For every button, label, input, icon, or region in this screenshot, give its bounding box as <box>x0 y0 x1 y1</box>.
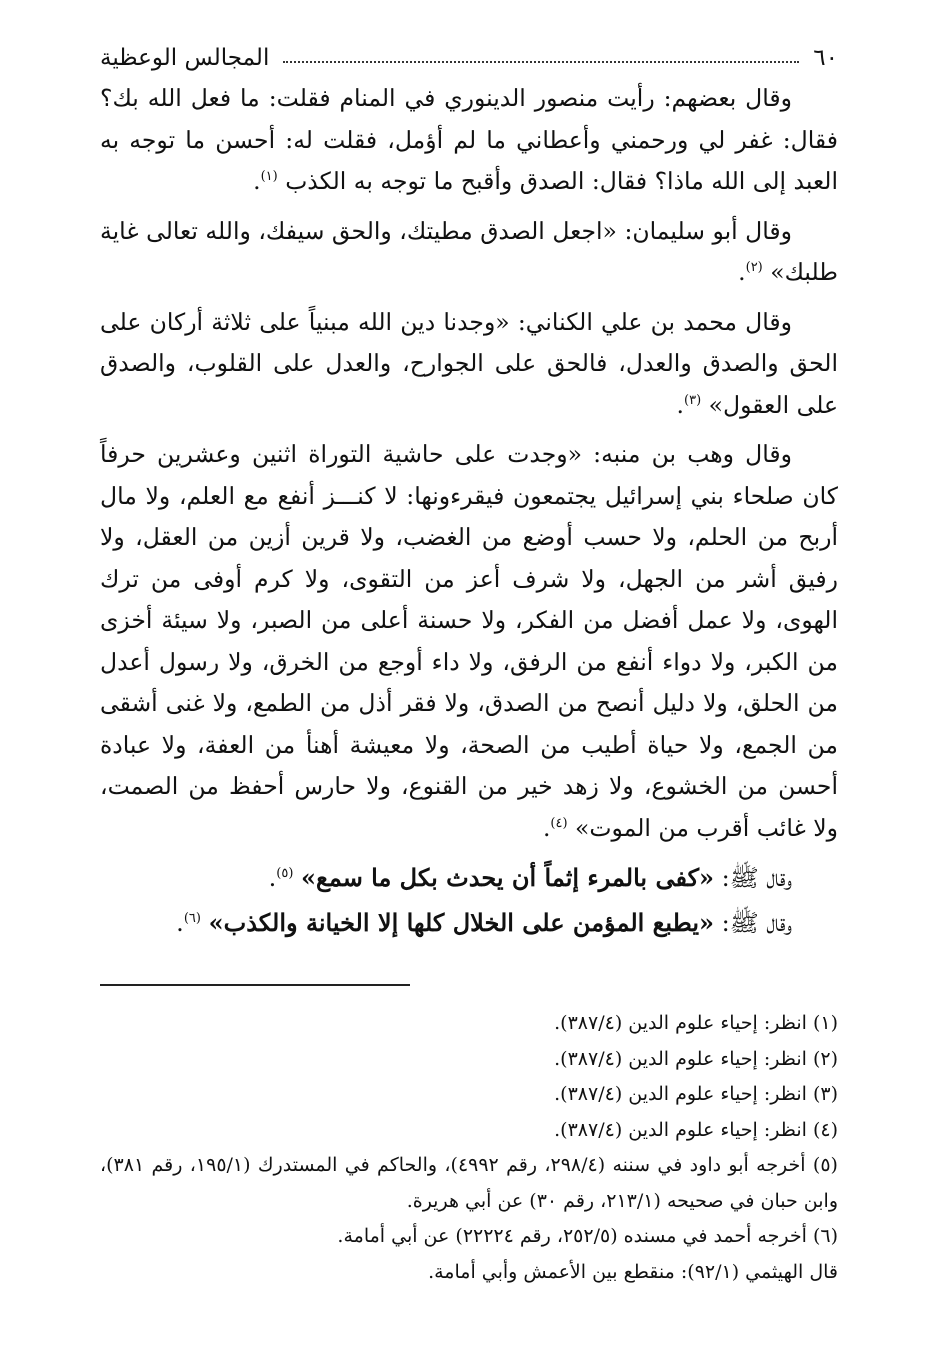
footnote: (٣) انظر: إحياء علوم الدين (٣٨٧/٤). <box>554 1083 838 1105</box>
hadith-text: «يطبع المؤمن على الخلال كلها إلا الخيانة والكذب» <box>208 907 715 937</box>
hadith-intro: وقال ﷺ: <box>714 908 792 937</box>
running-title: المجالس الوعظية <box>100 45 270 71</box>
hadith-line: وقال ﷺ: «كفى بالمرء إثماً أن يحدث بكل ما سمع» $^{(٥)}$. <box>268 863 792 892</box>
footnote: (٢) انظر: إحياء علوم الدين (٣٨٧/٤). <box>554 1047 838 1070</box>
paragraph-text: وقال بعضهم: رأيت منصور الدينوري في المنام فقلت: ما فعل الله بك؟ فقال: غفر لي ورحمني وأعطاني ما لم أؤمل، فقلت له: أحسن ما توجه به العبد إلى الله ماذا؟ فقال: الصدق وأقبح ما توجه به الكذب <box>100 84 838 195</box>
footnote-marker: (٤) <box>550 815 568 831</box>
footnote: (٦) أخرجه أحمد في مسنده (٢٥٢/٥، رقم ٢٢٢٢٤) عن أبي أمامة. <box>337 1225 838 1247</box>
footnotes <box>100 1006 838 1290</box>
footnote: (١) انظر: إحياء علوم الدين (٣٨٧/٤). <box>554 1012 838 1034</box>
hadith-intro: وقال ﷺ: <box>714 864 792 892</box>
page-header <box>100 38 838 78</box>
hadith-text: «كفى بالمرء إثماً أن يحدث بكل ما سمع» <box>301 863 715 892</box>
paragraph-text: وقال أبو سليمان: «اجعل الصدق مطيتك، والحق سيفك، والله تعالى غاية طلبك» <box>100 216 838 286</box>
footnote-marker: (٣) <box>684 392 702 408</box>
footnote-marker: (٥) <box>276 866 294 881</box>
paragraph-text: وقال وهب بن منبه: «وجدت على حاشية التوراة اثنين وعشرين حرفاً كان صلحاء بني إسرائيل يجتمعون فيقرءونها: لا كنـــز أنفع مع العلم، ولا مال أربح من الحلم، ولا حسب أوضع من الغضب، ولا قرين أزين من العقل، ولا رفيق أشر من الجهل، ولا شرف أعز من التقوى، ولا كرم أوفى من ترك الهوى، ولا عمل أفضل من الفكر، ولا حسنة أعلى من الصبر، ولا سيئة أخزى من الكبر، ولا دواء أنفع من الرفق، ولا داء أوجع من الخرق، ولا رسول أعدل من الحلق، ولا دليل أنصح من الصدق، ولا فقر أذل من الطمع، ولا غنى أشقى من الجمع، ولا حياة أطيب من الصحة، ولا معيشة أهنأ من العفة، ولا عبادة أحسن من الخشوع، ولا زهد خير من القنوع، ولا حارس أحفظ من الصمت، ولا غائب أقرب من الموت» <box>100 440 838 842</box>
paragraph: وقال بعضهم: رأيت منصور الدينوري في المنام فقلت: ما فعل الله بك؟ فقال: غفر لي ورحمني وأعطاني ما لم أؤمل، فقلت له: أحسن ما توجه به العبد إلى الله ماذا؟ فقال: الصدق وأقبح ما توجه به الكذب $^{(١)}$. <box>100 84 838 195</box>
paragraph: وقال محمد بن علي الكناني: «وجدنا دين الله مبنياً على ثلاثة أركان على الحق والصدق والعدل، فالحق على الجوارح، والعدل على القلوب، والصدق على العقول» $^{(٣)}$. <box>100 307 838 419</box>
header-dotted-leader <box>283 61 799 63</box>
paragraph: وقال أبو سليمان: «اجعل الصدق مطيتك، والحق سيفك، والله تعالى غاية طلبك» $^{(٢)}$. <box>100 216 838 286</box>
footnote: (٥) أخرجه أبو داود في سننه (٢٩٨/٤، رقم ٤٩٩٢)، والحاكم في المستدرك (١٩٥/١، رقم ٣٨١)، وابن حبان في صحيحه (٢١٣/١، رقم ٣٠) عن أبي هريرة. <box>100 1154 838 1212</box>
paragraph-text: وقال محمد بن علي الكناني: «وجدنا دين الله مبنياً على ثلاثة أركان على الحق والصدق والعدل، فالحق على الجوارح، والعدل على القلوب، والصدق على العقول» <box>100 307 838 419</box>
footnote-marker: (٦) <box>183 910 201 926</box>
book-page <box>100 38 838 1283</box>
footnote-separator <box>100 984 410 986</box>
footnote: قال الهيثمي (٩٢/١): منقطع بين الأعمش وأبي أمامة. <box>428 1260 838 1283</box>
paragraph: وقال وهب بن منبه: «وجدت على حاشية التوراة اثنين وعشرين حرفاً كان صلحاء بني إسرائيل يجتمعون فيقرءونها: لا كنـــز أنفع مع العلم، ولا مال أربح من الحلم، ولا حسب أوضع من الغضب، ولا قرين أزين من العقل، ولا رفيق أشر من الجهل، ولا شرف أعز من التقوى، ولا كرم أوفى من ترك الهوى، ولا عمل أفضل من الفكر، ولا حسنة أعلى من الصبر، ولا سيئة أخزى من الكبر، ولا دواء أنفع من الرفق، ولا داء أوجع من الخرق، ولا رسول أعدل من الحلق، ولا دليل أنصح من الصدق، ولا فقر أذل من الطمع، ولا غنى أشقى من الجمع، ولا حياة أطيب من الصحة، ولا معيشة أهنأ من العفة، ولا عبادة أحسن من الخشوع، ولا زهد خير من القنوع، ولا حارس أحفظ من الصمت، ولا غائب أقرب من الموت» $^{(٤)}$. <box>100 440 838 842</box>
footnote-marker: (١) <box>260 169 278 185</box>
footnote-marker: (٢) <box>745 260 763 276</box>
footnote: (٤) انظر: إحياء علوم الدين (٣٨٧/٤). <box>554 1118 838 1141</box>
page-number: ٦٠ <box>813 45 838 71</box>
hadith-line: وقال ﷺ: «يطبع المؤمن على الخلال كلها إلا الخيانة والكذب» $^{(٦)}$. <box>176 907 792 937</box>
